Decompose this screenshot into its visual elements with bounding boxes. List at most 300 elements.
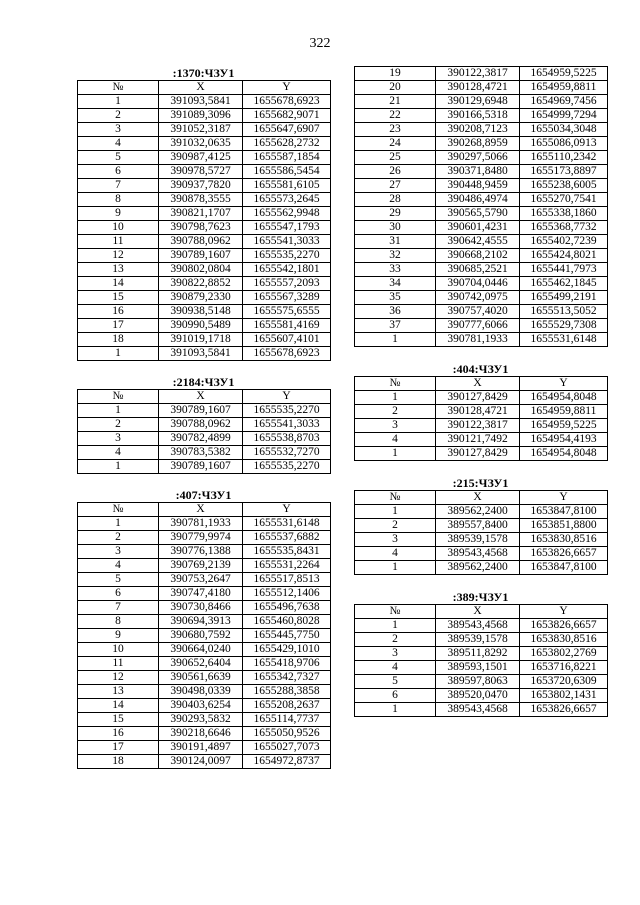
table-row bbox=[355, 179, 608, 193]
coordinate-block bbox=[77, 375, 330, 474]
table-row bbox=[78, 221, 331, 235]
point-number: 17 bbox=[78, 319, 159, 333]
x-coordinate: 391093,5841 bbox=[159, 95, 243, 109]
table-row bbox=[78, 347, 331, 361]
table-row bbox=[78, 249, 331, 263]
point-number: 2 bbox=[355, 405, 436, 419]
point-number: 17 bbox=[78, 741, 159, 755]
y-coordinate: 1655418,9706 bbox=[243, 657, 331, 671]
table-row bbox=[78, 699, 331, 713]
table-row bbox=[355, 235, 608, 249]
point-number: 1 bbox=[78, 347, 159, 361]
y-coordinate: 1655682,9071 bbox=[243, 109, 331, 123]
y-coordinate: 1655238,6005 bbox=[520, 179, 608, 193]
x-coordinate: 390789,1607 bbox=[159, 404, 243, 418]
block-spacer bbox=[354, 575, 607, 590]
block-title: :389:ЧЗУ1 bbox=[452, 590, 509, 604]
table-row bbox=[78, 235, 331, 249]
header-row bbox=[355, 491, 608, 505]
table-row bbox=[78, 418, 331, 432]
header-number: № bbox=[78, 503, 159, 517]
table-row bbox=[355, 193, 608, 207]
x-coordinate: 389562,2400 bbox=[436, 505, 520, 519]
table-row bbox=[78, 545, 331, 559]
table-row bbox=[355, 151, 608, 165]
point-number: 1 bbox=[355, 703, 436, 717]
x-coordinate: 390293,5832 bbox=[159, 713, 243, 727]
y-coordinate: 1653830,8516 bbox=[520, 633, 608, 647]
x-coordinate: 390127,8429 bbox=[436, 447, 520, 461]
x-coordinate: 390782,4899 bbox=[159, 432, 243, 446]
x-coordinate: 390757,4020 bbox=[436, 305, 520, 319]
coordinate-block bbox=[354, 590, 607, 717]
coordinate-block bbox=[77, 66, 330, 361]
point-number: 31 bbox=[355, 235, 436, 249]
point-number: 1 bbox=[355, 619, 436, 633]
x-coordinate: 390122,3817 bbox=[436, 419, 520, 433]
table-row bbox=[78, 193, 331, 207]
x-coordinate: 390122,3817 bbox=[436, 67, 520, 81]
x-coordinate: 390127,8429 bbox=[436, 391, 520, 405]
table-row bbox=[355, 619, 608, 633]
y-coordinate: 1653826,6657 bbox=[520, 547, 608, 561]
y-coordinate: 1655547,1793 bbox=[243, 221, 331, 235]
y-coordinate: 1654999,7294 bbox=[520, 109, 608, 123]
point-number: 24 bbox=[355, 137, 436, 151]
table-row bbox=[355, 67, 608, 81]
x-coordinate: 390802,0804 bbox=[159, 263, 243, 277]
x-coordinate: 389543,4568 bbox=[436, 547, 520, 561]
table-row bbox=[78, 404, 331, 418]
x-coordinate: 390124,0097 bbox=[159, 755, 243, 769]
y-coordinate: 1655050,9526 bbox=[243, 727, 331, 741]
point-number: 4 bbox=[78, 446, 159, 460]
point-number: 1 bbox=[78, 460, 159, 474]
point-number: 1 bbox=[78, 404, 159, 418]
x-coordinate: 391032,0635 bbox=[159, 137, 243, 151]
y-coordinate: 1653851,8800 bbox=[520, 519, 608, 533]
table-row bbox=[78, 727, 331, 741]
point-number: 5 bbox=[78, 573, 159, 587]
point-number: 7 bbox=[78, 601, 159, 615]
block-title: :1370:ЧЗУ1 bbox=[172, 66, 235, 80]
table-row bbox=[78, 615, 331, 629]
block-spacer bbox=[354, 347, 607, 362]
y-coordinate: 1655562,9948 bbox=[243, 207, 331, 221]
x-coordinate: 390601,4231 bbox=[436, 221, 520, 235]
y-coordinate: 1655537,6882 bbox=[243, 531, 331, 545]
block-spacer bbox=[77, 361, 330, 375]
coordinates-table bbox=[354, 66, 608, 347]
y-coordinate: 1654959,5225 bbox=[520, 67, 608, 81]
point-number: 12 bbox=[78, 671, 159, 685]
header-number: № bbox=[78, 390, 159, 404]
x-coordinate: 390789,1607 bbox=[159, 460, 243, 474]
point-number: 37 bbox=[355, 319, 436, 333]
y-coordinate: 1654954,4193 bbox=[520, 433, 608, 447]
y-coordinate: 1655567,3289 bbox=[243, 291, 331, 305]
table-row bbox=[355, 519, 608, 533]
y-coordinate: 1653830,8516 bbox=[520, 533, 608, 547]
x-coordinate: 390781,1933 bbox=[436, 333, 520, 347]
header-number: № bbox=[355, 491, 436, 505]
table-row bbox=[78, 587, 331, 601]
point-number: 1 bbox=[78, 95, 159, 109]
point-number: 3 bbox=[78, 545, 159, 559]
x-coordinate: 390788,0962 bbox=[159, 235, 243, 249]
table-row bbox=[355, 689, 608, 703]
point-number: 5 bbox=[355, 675, 436, 689]
table-row bbox=[355, 291, 608, 305]
point-number: 18 bbox=[78, 755, 159, 769]
coordinates-table bbox=[77, 502, 331, 769]
x-coordinate: 390694,3913 bbox=[159, 615, 243, 629]
x-coordinate: 390664,0240 bbox=[159, 643, 243, 657]
header-y: Y bbox=[243, 81, 331, 95]
header-x: X bbox=[436, 377, 520, 391]
point-number: 2 bbox=[78, 109, 159, 123]
coordinate-block bbox=[77, 488, 330, 769]
y-coordinate: 1655517,8513 bbox=[243, 573, 331, 587]
point-number: 1 bbox=[355, 505, 436, 519]
x-coordinate: 390781,1933 bbox=[159, 517, 243, 531]
y-coordinate: 1655338,1860 bbox=[520, 207, 608, 221]
point-number: 3 bbox=[355, 419, 436, 433]
y-coordinate: 1655535,2270 bbox=[243, 404, 331, 418]
table-row bbox=[355, 207, 608, 221]
x-coordinate: 390685,2521 bbox=[436, 263, 520, 277]
table-row bbox=[355, 633, 608, 647]
table-row bbox=[78, 531, 331, 545]
point-number: 6 bbox=[78, 165, 159, 179]
y-coordinate: 1653716,8221 bbox=[520, 661, 608, 675]
header-y: Y bbox=[520, 605, 608, 619]
x-coordinate: 390128,4721 bbox=[436, 81, 520, 95]
point-number: 3 bbox=[78, 123, 159, 137]
block-title: :407:ЧЗУ1 bbox=[175, 488, 232, 502]
point-number: 26 bbox=[355, 165, 436, 179]
point-number: 8 bbox=[78, 615, 159, 629]
x-coordinate: 390565,5790 bbox=[436, 207, 520, 221]
point-number: 16 bbox=[78, 305, 159, 319]
y-coordinate: 1655496,7638 bbox=[243, 601, 331, 615]
point-number: 19 bbox=[355, 67, 436, 81]
x-coordinate: 390879,2330 bbox=[159, 291, 243, 305]
y-coordinate: 1655114,7737 bbox=[243, 713, 331, 727]
x-coordinate: 390668,2102 bbox=[436, 249, 520, 263]
y-coordinate: 1655535,8431 bbox=[243, 545, 331, 559]
y-coordinate: 1655557,2093 bbox=[243, 277, 331, 291]
header-x: X bbox=[436, 491, 520, 505]
point-number: 18 bbox=[78, 333, 159, 347]
x-coordinate: 389562,2400 bbox=[436, 561, 520, 575]
table-row bbox=[78, 671, 331, 685]
x-coordinate: 390268,8959 bbox=[436, 137, 520, 151]
table-row bbox=[355, 703, 608, 717]
table-row bbox=[355, 109, 608, 123]
table-row bbox=[78, 291, 331, 305]
table-row bbox=[78, 319, 331, 333]
x-coordinate: 390191,4897 bbox=[159, 741, 243, 755]
table-row bbox=[355, 561, 608, 575]
table-row bbox=[355, 249, 608, 263]
y-coordinate: 1655402,7239 bbox=[520, 235, 608, 249]
x-coordinate: 389511,8292 bbox=[436, 647, 520, 661]
table-row bbox=[78, 460, 331, 474]
point-number: 6 bbox=[355, 689, 436, 703]
y-coordinate: 1655499,2191 bbox=[520, 291, 608, 305]
point-number: 2 bbox=[78, 531, 159, 545]
y-coordinate: 1655208,2637 bbox=[243, 699, 331, 713]
y-coordinate: 1655531,6148 bbox=[520, 333, 608, 347]
table-row bbox=[355, 547, 608, 561]
point-number: 10 bbox=[78, 221, 159, 235]
x-coordinate: 390878,3555 bbox=[159, 193, 243, 207]
coordinate-block bbox=[354, 476, 607, 575]
y-coordinate: 1655429,1010 bbox=[243, 643, 331, 657]
x-coordinate: 390166,5318 bbox=[436, 109, 520, 123]
coordinate-block bbox=[354, 66, 607, 347]
table-row bbox=[78, 123, 331, 137]
table-row bbox=[78, 559, 331, 573]
table-row bbox=[78, 305, 331, 319]
coordinates-table bbox=[354, 490, 608, 575]
header-y: Y bbox=[520, 491, 608, 505]
table-row bbox=[355, 221, 608, 235]
y-coordinate: 1653847,8100 bbox=[520, 561, 608, 575]
y-coordinate: 1655532,7270 bbox=[243, 446, 331, 460]
header-y: Y bbox=[243, 390, 331, 404]
y-coordinate: 1655678,6923 bbox=[243, 95, 331, 109]
y-coordinate: 1655086,0913 bbox=[520, 137, 608, 151]
point-number: 15 bbox=[78, 713, 159, 727]
x-coordinate: 389539,1578 bbox=[436, 633, 520, 647]
header-row bbox=[355, 377, 608, 391]
table-row bbox=[355, 277, 608, 291]
table-row bbox=[355, 533, 608, 547]
table-row bbox=[78, 446, 331, 460]
y-coordinate: 1654959,8811 bbox=[520, 81, 608, 95]
y-coordinate: 1655678,6923 bbox=[243, 347, 331, 361]
y-coordinate: 1653847,8100 bbox=[520, 505, 608, 519]
y-coordinate: 1655288,3858 bbox=[243, 685, 331, 699]
y-coordinate: 1655538,8703 bbox=[243, 432, 331, 446]
coordinates-table bbox=[354, 604, 608, 717]
point-number: 12 bbox=[78, 249, 159, 263]
point-number: 34 bbox=[355, 277, 436, 291]
header-number: № bbox=[355, 377, 436, 391]
x-coordinate: 390990,5489 bbox=[159, 319, 243, 333]
x-coordinate: 390498,0339 bbox=[159, 685, 243, 699]
y-coordinate: 1655445,7750 bbox=[243, 629, 331, 643]
x-coordinate: 390730,8466 bbox=[159, 601, 243, 615]
point-number: 16 bbox=[78, 727, 159, 741]
block-spacer bbox=[77, 474, 330, 488]
y-coordinate: 1655587,1854 bbox=[243, 151, 331, 165]
point-number: 1 bbox=[355, 561, 436, 575]
table-row bbox=[355, 433, 608, 447]
table-row bbox=[78, 432, 331, 446]
x-coordinate: 389543,4568 bbox=[436, 703, 520, 717]
y-coordinate: 1655173,8897 bbox=[520, 165, 608, 179]
table-row bbox=[78, 333, 331, 347]
header-y: Y bbox=[243, 503, 331, 517]
right-column bbox=[354, 66, 607, 717]
table-row bbox=[78, 713, 331, 727]
x-coordinate: 390403,6254 bbox=[159, 699, 243, 713]
y-coordinate: 1655460,8028 bbox=[243, 615, 331, 629]
x-coordinate: 390937,7820 bbox=[159, 179, 243, 193]
point-number: 20 bbox=[355, 81, 436, 95]
header-x: X bbox=[159, 81, 243, 95]
point-number: 27 bbox=[355, 179, 436, 193]
point-number: 3 bbox=[78, 432, 159, 446]
x-coordinate: 390561,6639 bbox=[159, 671, 243, 685]
table-row bbox=[355, 305, 608, 319]
table-row bbox=[355, 263, 608, 277]
y-coordinate: 1655573,2645 bbox=[243, 193, 331, 207]
point-number: 2 bbox=[355, 519, 436, 533]
y-coordinate: 1654959,5225 bbox=[520, 419, 608, 433]
table-row bbox=[78, 657, 331, 671]
x-coordinate: 390747,4180 bbox=[159, 587, 243, 601]
x-coordinate: 390789,1607 bbox=[159, 249, 243, 263]
x-coordinate: 390680,7592 bbox=[159, 629, 243, 643]
coordinates-table bbox=[354, 376, 608, 461]
point-number: 7 bbox=[78, 179, 159, 193]
y-coordinate: 1655531,2264 bbox=[243, 559, 331, 573]
y-coordinate: 1655535,2270 bbox=[243, 249, 331, 263]
y-coordinate: 1655342,7327 bbox=[243, 671, 331, 685]
point-number: 4 bbox=[355, 433, 436, 447]
x-coordinate: 391052,3187 bbox=[159, 123, 243, 137]
header-row bbox=[355, 605, 608, 619]
y-coordinate: 1655586,5454 bbox=[243, 165, 331, 179]
point-number: 22 bbox=[355, 109, 436, 123]
y-coordinate: 1653826,6657 bbox=[520, 619, 608, 633]
point-number: 3 bbox=[355, 533, 436, 547]
point-number: 30 bbox=[355, 221, 436, 235]
table-row bbox=[355, 319, 608, 333]
table-row bbox=[78, 755, 331, 769]
header-x: X bbox=[436, 605, 520, 619]
y-coordinate: 1655529,7308 bbox=[520, 319, 608, 333]
point-number: 25 bbox=[355, 151, 436, 165]
point-number: 13 bbox=[78, 263, 159, 277]
x-coordinate: 390218,6646 bbox=[159, 727, 243, 741]
table-row bbox=[355, 675, 608, 689]
point-number: 21 bbox=[355, 95, 436, 109]
y-coordinate: 1655607,4101 bbox=[243, 333, 331, 347]
x-coordinate: 389543,4568 bbox=[436, 619, 520, 633]
x-coordinate: 390776,1388 bbox=[159, 545, 243, 559]
x-coordinate: 390704,0446 bbox=[436, 277, 520, 291]
x-coordinate: 390753,2647 bbox=[159, 573, 243, 587]
y-coordinate: 1655581,4169 bbox=[243, 319, 331, 333]
x-coordinate: 390742,0975 bbox=[436, 291, 520, 305]
point-number: 6 bbox=[78, 587, 159, 601]
y-coordinate: 1654954,8048 bbox=[520, 391, 608, 405]
header-x: X bbox=[159, 390, 243, 404]
x-coordinate: 389593,1501 bbox=[436, 661, 520, 675]
x-coordinate: 389520,0470 bbox=[436, 689, 520, 703]
block-title: :404:ЧЗУ1 bbox=[452, 362, 509, 376]
x-coordinate: 391089,3096 bbox=[159, 109, 243, 123]
x-coordinate: 390798,7623 bbox=[159, 221, 243, 235]
point-number: 33 bbox=[355, 263, 436, 277]
block-spacer bbox=[354, 461, 607, 476]
header-row bbox=[78, 390, 331, 404]
table-row bbox=[355, 333, 608, 347]
x-coordinate: 390642,4555 bbox=[436, 235, 520, 249]
table-row bbox=[355, 81, 608, 95]
table-row bbox=[78, 137, 331, 151]
y-coordinate: 1655512,1406 bbox=[243, 587, 331, 601]
point-number: 4 bbox=[78, 137, 159, 151]
header-number: № bbox=[78, 81, 159, 95]
point-number: 10 bbox=[78, 643, 159, 657]
header-number: № bbox=[355, 605, 436, 619]
y-coordinate: 1655531,6148 bbox=[243, 517, 331, 531]
point-number: 9 bbox=[78, 629, 159, 643]
x-coordinate: 390978,5727 bbox=[159, 165, 243, 179]
x-coordinate: 389597,8063 bbox=[436, 675, 520, 689]
x-coordinate: 390938,5148 bbox=[159, 305, 243, 319]
table-row bbox=[355, 447, 608, 461]
coordinates-table bbox=[77, 80, 331, 361]
table-row bbox=[355, 647, 608, 661]
x-coordinate: 391093,5841 bbox=[159, 347, 243, 361]
x-coordinate: 390448,9459 bbox=[436, 179, 520, 193]
block-title: :2184:ЧЗУ1 bbox=[172, 375, 235, 389]
table-row bbox=[78, 741, 331, 755]
y-coordinate: 1655628,2732 bbox=[243, 137, 331, 151]
y-coordinate: 1655368,7732 bbox=[520, 221, 608, 235]
y-coordinate: 1655513,5052 bbox=[520, 305, 608, 319]
table-row bbox=[355, 165, 608, 179]
point-number: 28 bbox=[355, 193, 436, 207]
x-coordinate: 390779,9974 bbox=[159, 531, 243, 545]
x-coordinate: 389557,8400 bbox=[436, 519, 520, 533]
header-x: X bbox=[159, 503, 243, 517]
header-row bbox=[78, 81, 331, 95]
x-coordinate: 390128,4721 bbox=[436, 405, 520, 419]
y-coordinate: 1655027,7073 bbox=[243, 741, 331, 755]
x-coordinate: 390486,4974 bbox=[436, 193, 520, 207]
page-number: 322 bbox=[309, 36, 331, 51]
y-coordinate: 1655541,3033 bbox=[243, 418, 331, 432]
y-coordinate: 1654969,7456 bbox=[520, 95, 608, 109]
y-coordinate: 1655441,7973 bbox=[520, 263, 608, 277]
point-number: 29 bbox=[355, 207, 436, 221]
y-coordinate: 1655424,8021 bbox=[520, 249, 608, 263]
point-number: 2 bbox=[78, 418, 159, 432]
table-row bbox=[78, 207, 331, 221]
table-row bbox=[78, 109, 331, 123]
table-row bbox=[78, 643, 331, 657]
y-coordinate: 1655535,2270 bbox=[243, 460, 331, 474]
point-number: 3 bbox=[355, 647, 436, 661]
x-coordinate: 391019,1718 bbox=[159, 333, 243, 347]
point-number: 36 bbox=[355, 305, 436, 319]
x-coordinate: 390121,7492 bbox=[436, 433, 520, 447]
block-title: :215:ЧЗУ1 bbox=[452, 476, 509, 490]
point-number: 14 bbox=[78, 699, 159, 713]
x-coordinate: 390987,4125 bbox=[159, 151, 243, 165]
table-row bbox=[78, 95, 331, 109]
x-coordinate: 390208,7123 bbox=[436, 123, 520, 137]
point-number: 4 bbox=[355, 547, 436, 561]
